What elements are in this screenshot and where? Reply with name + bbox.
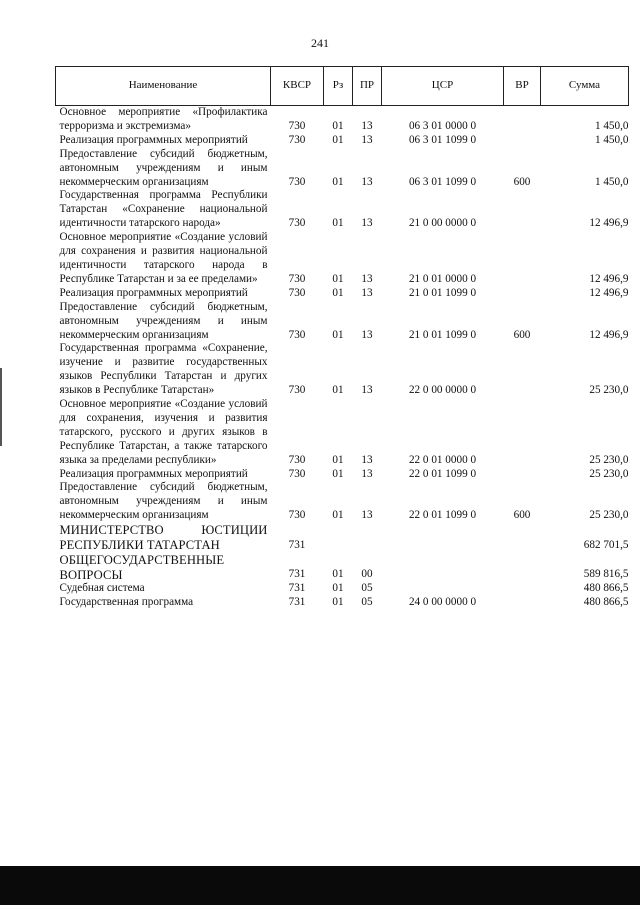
cell-name: Реализация программных мероприятий bbox=[59, 467, 248, 480]
cell-csr: 06 3 01 1099 0 bbox=[408, 133, 477, 146]
table-row bbox=[56, 468, 629, 482]
cell-kvsr: 730 bbox=[288, 384, 306, 397]
cell-name: МИНИСТЕРСТВО ЮСТИЦИИ РЕСПУБЛИКИ ТАТАРСТАН bbox=[59, 523, 268, 552]
table-body bbox=[56, 106, 629, 611]
cell-vr bbox=[504, 398, 541, 468]
cell-csr: 06 3 01 0000 0 bbox=[408, 119, 477, 132]
cell-vr: 600 bbox=[513, 175, 531, 188]
cell-csr: 22 0 01 1099 0 bbox=[408, 467, 477, 480]
cell-sum: 25 230,0 bbox=[589, 467, 629, 480]
header-vr: ВР bbox=[504, 67, 541, 106]
cell-name: Основное мероприятие «Создание условий для сохранения, изучения и развития татарского, русского и других языков в Республике Татарстан, а также татарского языка за пределами республики» bbox=[59, 398, 268, 466]
cell-sum: 25 230,0 bbox=[589, 384, 629, 397]
table-row bbox=[56, 301, 629, 343]
cell-csr: 21 0 01 0000 0 bbox=[408, 272, 477, 285]
table-row bbox=[56, 106, 629, 134]
cell-kvsr: 731 bbox=[288, 538, 306, 551]
cell-kvsr: 730 bbox=[288, 272, 306, 285]
cell-pr: 05 bbox=[361, 582, 373, 595]
table-row bbox=[56, 523, 629, 553]
cell-rz: 01 bbox=[332, 175, 344, 188]
budget-table bbox=[55, 66, 629, 610]
table-row bbox=[56, 287, 629, 301]
cell-vr bbox=[504, 134, 541, 148]
cell-csr: 21 0 01 1099 0 bbox=[408, 328, 477, 341]
cell-name: Реализация программных мероприятий bbox=[59, 286, 248, 299]
cell-sum: 480 866,5 bbox=[583, 582, 629, 595]
cell-sum: 25 230,0 bbox=[589, 453, 629, 466]
cell-sum: 12 496,9 bbox=[589, 328, 629, 341]
cell-vr bbox=[504, 189, 541, 231]
cell-name: Предоставление субсидий бюджетным, автономным учреждениям и иным некоммерческим организациям bbox=[59, 147, 268, 188]
cell-pr: 13 bbox=[361, 286, 373, 299]
cell-rz: 01 bbox=[332, 328, 344, 341]
cell-sum: 589 816,5 bbox=[583, 568, 629, 581]
cell-name: Предоставление субсидий бюджетным, автономным учреждениям и иным некоммерческим организациям bbox=[59, 300, 268, 341]
cell-kvsr: 731 bbox=[288, 568, 306, 581]
table-row bbox=[56, 231, 629, 287]
cell-vr bbox=[504, 582, 541, 596]
header-row bbox=[56, 67, 629, 106]
cell-kvsr: 730 bbox=[288, 286, 306, 299]
header-name: Наименование bbox=[56, 67, 271, 106]
cell-vr bbox=[504, 342, 541, 398]
cell-pr: 13 bbox=[361, 133, 373, 146]
cell-name: Государственная программа bbox=[59, 596, 194, 609]
cell-rz: 01 bbox=[332, 582, 344, 595]
cell-sum: 12 496,9 bbox=[589, 217, 629, 230]
cell-vr bbox=[504, 553, 541, 583]
cell-rz: 01 bbox=[332, 286, 344, 299]
cell-kvsr: 730 bbox=[288, 119, 306, 132]
cell-rz: 01 bbox=[332, 568, 344, 581]
cell-pr: 13 bbox=[361, 217, 373, 230]
cell-rz: 01 bbox=[332, 467, 344, 480]
cell-pr: 00 bbox=[361, 568, 373, 581]
cell-sum: 1 450,0 bbox=[594, 119, 629, 132]
cell-sum: 12 496,9 bbox=[589, 286, 629, 299]
cell-pr: 13 bbox=[361, 175, 373, 188]
cell-vr: 600 bbox=[513, 328, 531, 341]
table-row bbox=[56, 189, 629, 231]
cell-rz: 01 bbox=[332, 509, 344, 522]
cell-rz: 01 bbox=[332, 217, 344, 230]
cell-kvsr: 730 bbox=[288, 217, 306, 230]
cell-vr bbox=[504, 287, 541, 301]
cell-rz: 01 bbox=[332, 384, 344, 397]
cell-sum: 1 450,0 bbox=[594, 175, 629, 188]
cell-csr bbox=[382, 582, 504, 596]
cell-sum: 682 701,5 bbox=[583, 538, 629, 551]
cell-pr: 13 bbox=[361, 453, 373, 466]
cell-pr: 13 bbox=[361, 467, 373, 480]
cell-rz: 01 bbox=[332, 453, 344, 466]
cell-csr: 24 0 00 0000 0 bbox=[408, 596, 477, 609]
page-number: 241 bbox=[311, 36, 329, 50]
cell-csr: 21 0 00 0000 0 bbox=[408, 217, 477, 230]
cell-pr: 13 bbox=[361, 509, 373, 522]
cell-pr: 13 bbox=[361, 119, 373, 132]
header-pr: ПР bbox=[353, 67, 382, 106]
cell-vr: 600 bbox=[513, 509, 531, 522]
table-row bbox=[56, 134, 629, 148]
table-row bbox=[56, 398, 629, 468]
cell-kvsr: 730 bbox=[288, 133, 306, 146]
header-rz: Рз bbox=[324, 67, 353, 106]
cell-sum: 25 230,0 bbox=[589, 509, 629, 522]
table-row bbox=[56, 148, 629, 190]
cell-name: Судебная система bbox=[59, 582, 145, 595]
cell-vr bbox=[504, 468, 541, 482]
cell-name: Основное мероприятие «Профилактика терроризма и экстремизма» bbox=[59, 106, 268, 132]
cell-kvsr: 731 bbox=[288, 582, 306, 595]
cell-pr bbox=[353, 523, 382, 553]
cell-kvsr: 730 bbox=[288, 509, 306, 522]
scan-edge-mark bbox=[0, 368, 2, 446]
cell-name: Предоставление субсидий бюджетным, автономным учреждениям и иным некоммерческим организациям bbox=[59, 481, 268, 522]
cell-csr bbox=[382, 523, 504, 553]
header-kvsr: КВСР bbox=[271, 67, 324, 106]
cell-kvsr: 730 bbox=[288, 453, 306, 466]
cell-name: Реализация программных мероприятий bbox=[59, 133, 248, 146]
header-csr: ЦСР bbox=[382, 67, 504, 106]
cell-sum: 12 496,9 bbox=[589, 272, 629, 285]
cell-rz: 01 bbox=[332, 596, 344, 609]
cell-kvsr: 730 bbox=[288, 467, 306, 480]
cell-kvsr: 730 bbox=[288, 175, 306, 188]
table-row bbox=[56, 342, 629, 398]
cell-rz: 01 bbox=[332, 272, 344, 285]
cell-pr: 13 bbox=[361, 272, 373, 285]
cell-pr: 13 bbox=[361, 328, 373, 341]
cell-sum: 1 450,0 bbox=[594, 133, 629, 146]
cell-name: Государственная программа Республики Татарстан «Сохранение национальной идентичности татарского народа» bbox=[59, 189, 268, 230]
cell-vr bbox=[504, 523, 541, 553]
scan-bottom-band bbox=[0, 866, 640, 905]
cell-kvsr: 731 bbox=[288, 596, 306, 609]
cell-csr: 06 3 01 1099 0 bbox=[408, 175, 477, 188]
cell-csr bbox=[382, 553, 504, 583]
cell-rz: 01 bbox=[332, 119, 344, 132]
cell-csr: 21 0 01 1099 0 bbox=[408, 286, 477, 299]
cell-csr: 22 0 01 1099 0 bbox=[408, 509, 477, 522]
cell-sum: 480 866,5 bbox=[583, 596, 629, 609]
cell-name: ОБЩЕГОСУДАРСТВЕННЫЕ ВОПРОСЫ bbox=[59, 552, 225, 582]
header-sum: Сумма bbox=[541, 67, 629, 106]
table-row bbox=[56, 553, 629, 583]
cell-rz: 01 bbox=[332, 133, 344, 146]
cell-kvsr: 730 bbox=[288, 328, 306, 341]
cell-name: Основное мероприятие «Создание условий для сохранения и развития национальной идентичности татарского народа в Республике Татарстан и за ее пределами» bbox=[59, 231, 268, 285]
cell-rz bbox=[324, 523, 353, 553]
cell-pr: 05 bbox=[361, 596, 373, 609]
table-row bbox=[56, 596, 629, 610]
table-row bbox=[56, 481, 629, 523]
cell-vr bbox=[504, 596, 541, 610]
cell-csr: 22 0 01 0000 0 bbox=[408, 453, 477, 466]
cell-pr: 13 bbox=[361, 384, 373, 397]
cell-name: Государственная программа «Сохранение, изучение и развитие государственных языков Республики Татарстан и других языков в Республике Татарстан» bbox=[59, 342, 268, 397]
table-row bbox=[56, 582, 629, 596]
cell-vr bbox=[504, 106, 541, 134]
cell-csr: 22 0 00 0000 0 bbox=[408, 384, 477, 397]
cell-vr bbox=[504, 231, 541, 287]
